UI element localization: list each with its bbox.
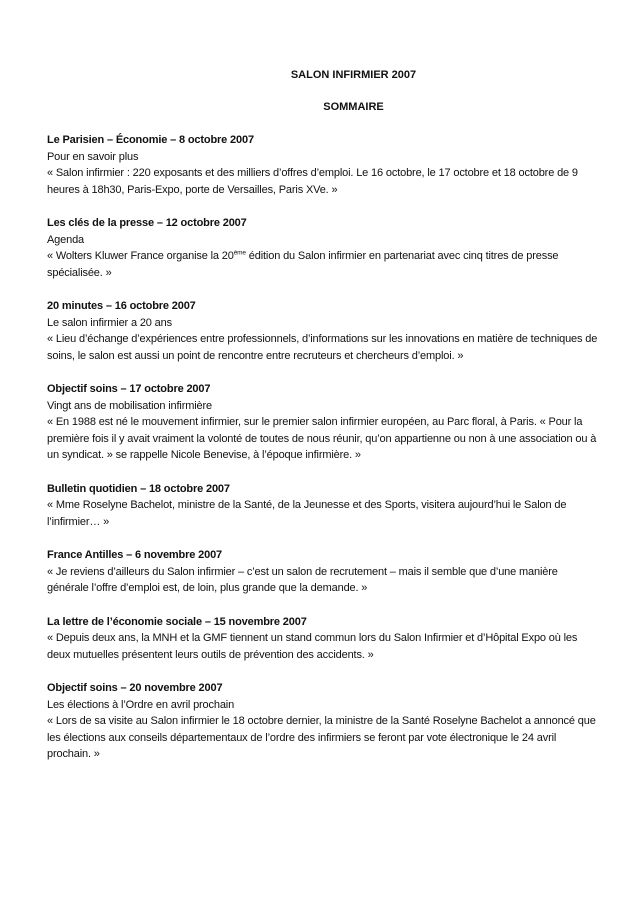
entry-heading: Objectif soins – 17 octobre 2007 [47, 383, 211, 395]
entry-quote: « Depuis deux ans, la MNH et la GMF tiennent un stand commun lors du Salon Infirmier et d’Hôpital Expo où les deux mutuelles présentent leurs outils de prévention des accidents. » [47, 632, 578, 661]
entry-subhead: Le salon infirmier a 20 ans [47, 316, 172, 329]
entry-quote: « Mme Roselyne Bachelot, ministre de la Santé, de la Jeunesse et des Sports, visitera aujourd’hui le Salon de l’infirmier… » [47, 499, 567, 528]
entry-quote-part: édition du Salon infirmier en partenariat avec cinq titres de presse spécialisée. » [47, 250, 559, 279]
entry-subhead: Les élections à l’Ordre en avril prochain [47, 698, 235, 711]
press-entry-cles-de-la-presse [47, 215, 598, 281]
entry-quote: « Lors de sa visite au Salon infirmier le 18 octobre dernier, la ministre de la Santé Roselyne Bachelot a annoncé que les élections aux conseils départementaux de l’ordre des infirmiers se feront par vote électronique le 24 avril prochain. » [47, 715, 596, 760]
entry-subhead: Pour en savoir plus [47, 150, 139, 163]
press-entry-20-minutes [47, 298, 598, 364]
press-entry-france-antilles [47, 547, 598, 597]
entry-heading: 20 minutes – 16 octobre 2007 [47, 300, 196, 312]
press-entry-le-parisien [47, 132, 598, 198]
entry-heading: La lettre de l’économie sociale – 15 novembre 2007 [47, 615, 307, 628]
entry-heading: Objectif soins – 20 novembre 2007 [47, 682, 223, 694]
entry-quote-part: « Wolters Kluwer France organise la 20 [47, 250, 234, 262]
entry-quote: « Salon infirmier : 220 exposants et des milliers d’offres d’emploi. Le 16 octobre, le 17 octobre et 18 octobre de 9 heures à 18h30, Paris-Expo, porte de Versailles, Paris XVe. » [47, 167, 578, 196]
entry-subhead: Vingt ans de mobilisation infirmière [47, 399, 212, 412]
entry-heading: France Antilles – 6 novembre 2007 [47, 549, 223, 561]
entry-quote: « En 1988 est né le mouvement infirmier, sur le premier salon infirmier européen, au Parc floral, à Paris. « Pour la première fois il y avait vraiment la volonté de toutes de nous réunir, qu’on appartienne ou non à une association ou à un syndicat. » se rappelle Nicole Benevise, à l’époque infirmière. » [47, 416, 597, 461]
press-entry-lettre-economie-sociale [47, 614, 598, 664]
entry-heading: Le Parisien – Économie – 8 octobre 2007 [47, 134, 254, 146]
entry-subhead: Agenda [47, 233, 85, 246]
press-entry-bulletin-quotidien [47, 481, 598, 531]
entry-quote: « Je reviens d’ailleurs du Salon infirmier – c’est un salon de recrutement – mais il semble que d’une manière générale l’offre d’emploi est, de loin, plus grande que la demande. » [47, 565, 558, 594]
press-entry-objectif-soins-17 [47, 381, 598, 464]
document-title: SALON INFIRMIER 2007 [290, 69, 417, 81]
press-entry-objectif-soins-20 [47, 680, 598, 763]
entry-heading: Bulletin quotidien – 18 octobre 2007 [47, 482, 230, 495]
entry-quote [47, 248, 598, 281]
ordinal-superscript: ème [233, 249, 246, 257]
document-subtitle: SOMMAIRE [323, 101, 384, 113]
entry-heading: Les clés de la presse – 12 octobre 2007 [47, 217, 247, 229]
entry-quote: « Lieu d’échange d’expériences entre professionnels, d’informations sur les innovations en matière de techniques de soins, le salon est aussi un point de rencontre entre recruteurs et chercheurs d’emploi. » [47, 333, 598, 362]
